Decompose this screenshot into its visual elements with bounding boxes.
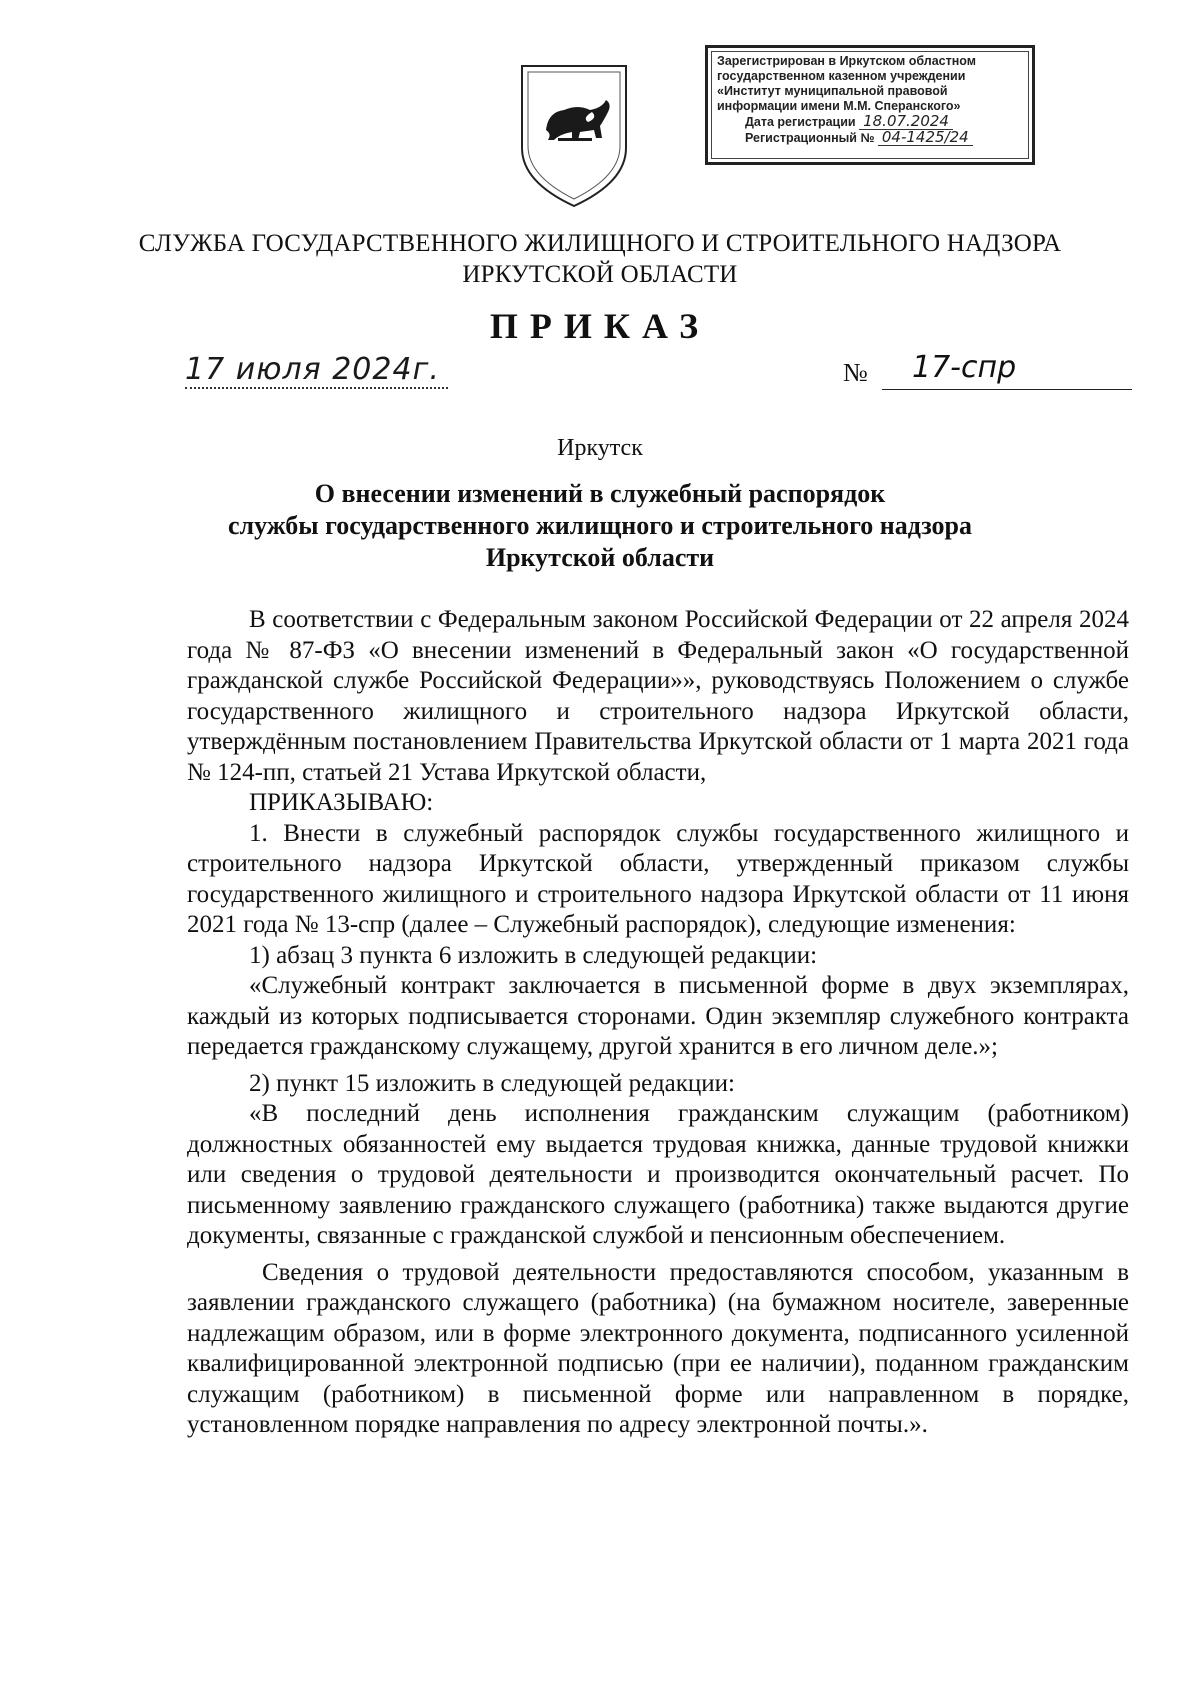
stamp-reg-value: 04-1425/24 xyxy=(878,130,973,146)
body-paragraph: «Служебный контракт заключается в письменной форме в двух экземплярах, каждый из которых подписывается сторонами. Один экземпляр служебного контракта передается гражданскому служащему, другой хранится в его личном деле.»; xyxy=(187,972,1129,1060)
order-word: ПРИКАЗЫВАЮ: xyxy=(249,789,434,816)
stamp-line: информации имени М.М. Сперанского» xyxy=(717,99,961,113)
stamp-line: Зарегистрирован в Иркутском областном xyxy=(717,54,977,68)
stamp-reg-label: Регистрационный № xyxy=(745,131,875,145)
stamp-reg-row xyxy=(717,130,1023,146)
handwritten-number: 17-спр xyxy=(882,350,1132,390)
body-paragraph: Сведения о трудовой деятельности предоставляются способом, указанным в заявлении гражданского служащего (работника) (на бумажном носителе, заверенные надлежащим образом, или в форме электронного документа, подписанного усиленной квалифицированной электронной подписью (при ее наличии), поданном гражданским служащим (работником) в письменной форме или направленном в порядке, установленном порядке направления по адресу электронной почты.». xyxy=(187,1258,1129,1438)
agency-name xyxy=(100,228,1100,290)
body-paragraph: 1) абзац 3 пункта 6 изложить в следующей редакции: xyxy=(249,941,818,969)
agency-line: ИРКУТСКОЙ ОБЛАСТИ xyxy=(462,261,738,288)
subject-line: Иркутской области xyxy=(485,543,715,572)
document-subject xyxy=(150,478,1050,574)
document-type-title: ПРИКАЗ xyxy=(489,306,711,346)
city-name: Иркутск xyxy=(557,435,643,461)
registration-stamp xyxy=(705,45,1035,165)
stamp-date-label: Дата регистрации xyxy=(745,115,856,129)
body-paragraph: 1. Внести в служебный распорядок службы государственного жилищного и строительного надзора Иркутской области, утвержденный приказом службы государственного жилищного и строительного надзора Иркутской области от 11 июня 2021 года № 13-спр (далее – Служебный распорядок), следующие изменения: xyxy=(187,819,1129,938)
body-paragraph: «В последний день исполнения гражданским служащим (работником) должностных обязанностей ему выдается трудовая книжка, данные трудовой книжки или сведения о трудовой деятельности и производится окончательный расчет. По письменному заявлению гражданского служащего (работника) также выдаются другие документы, связанные с гражданской службой и пенсионным обеспечением. xyxy=(187,1100,1129,1249)
handwritten-date: 17 июля 2024г. xyxy=(185,352,448,389)
stamp-date-row xyxy=(717,114,1023,130)
subject-line: службы государственного жилищного и строительного надзора xyxy=(228,511,972,540)
document-body xyxy=(187,605,1129,1441)
body-paragraph: 2) пункт 15 изложить в следующей редакции: xyxy=(249,1069,735,1097)
body-paragraph: В соответствии с Федеральным законом Российской Федерации от 22 апреля 2024 года № 87-ФЗ «О внесении изменений в Федеральный закон «О государственной гражданской службе Российской Федерации»», руководствуясь Положением о службе государственного жилищного и строительного надзора Иркутской области, утверждённым постановлением Правительства Иркутской области от 1 марта 2021 года № 124-пп, статьей 21 Устава Иркутской области, xyxy=(187,606,1129,786)
stamp-date-value: 18.07.2024 xyxy=(859,114,953,130)
agency-line: СЛУЖБА ГОСУДАРСТВЕННОГО ЖИЛИЩНОГО И СТРОИТЕЛЬНОГО НАДЗОРА xyxy=(138,230,1062,257)
coat-of-arms-icon xyxy=(518,60,630,210)
subject-line: О внесении изменений в служебный распорядок xyxy=(314,479,886,508)
stamp-line: государственном казенном учреждении xyxy=(717,69,966,83)
stamp-line: «Институт муниципальной правовой xyxy=(717,84,948,98)
number-label: № xyxy=(843,358,868,387)
